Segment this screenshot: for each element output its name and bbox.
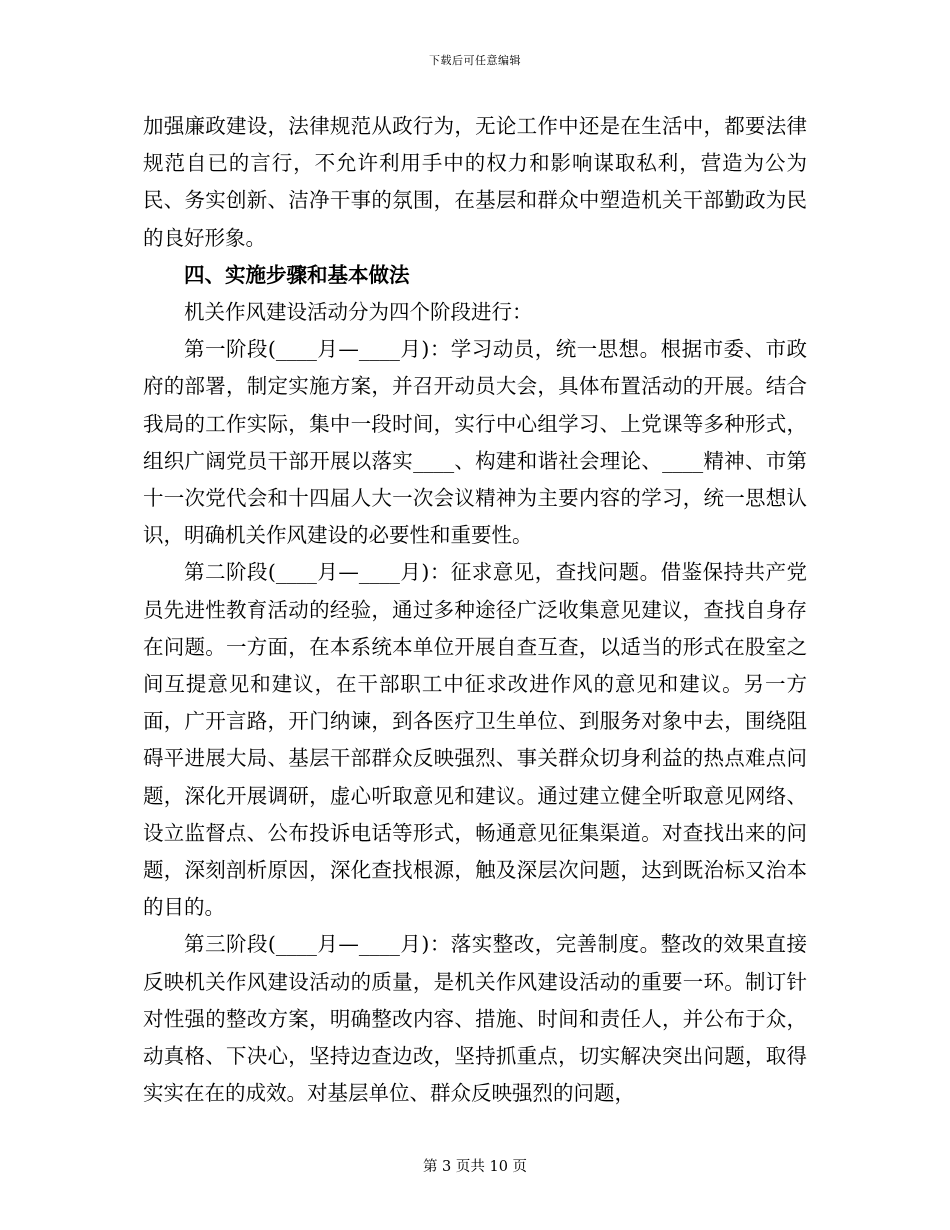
page-header: 下载后可任意编辑 [429, 54, 521, 67]
page-number: 第 3 页共 10 页 [422, 1159, 528, 1175]
paragraph-stage-two: 第二阶段(____月—____月)：征求意见，查找问题。借鉴保持共产党员先进性教育活动的经验，通过多种途径广泛收集意见建议，查找自身存在问题。一方面，在本系统本单位开展自查互查，以适当的形式在股室之间互提意见和建议，在干部职工中征求改进作风的意见和建议。另一方面，广开言路，开门纳谏，到各医疗卫生单位、到服务对象中去，围绕阻碍平进展大局、基层干部群众反映强烈、事关群众切身利益的热点难点问题，深化开展调研，虚心听取意见和建议。通过建立健全听取意见网络、设立监督点、公布投诉电话等形式，畅通意见征集渠道。对查找出来的问题，深刻剖析原因，深化查找根源，触及深层次问题，达到既治标又治本的目的。 [143, 560, 807, 920]
document-body [143, 108, 807, 1112]
paragraph-integrity: 加强廉政建设，法律规范从政行为，无论工作中还是在生活中，都要法律规范自已的言行，不允许利用手中的权力和影响谋取私利，营造为公为民、务实创新、洁净干事的氛围，在基层和群众中塑造机关干部勤政为民的良好形象。 [143, 114, 807, 250]
paragraph-stage-one: 第一阶段(____月—____月)：学习动员，统一思想。根据市委、市政府的部署，制定实施方案，并召开动员大会，具体布置活动的开展。结合我局的工作实际，集中一段时间，实行中心组学习、上党课等多种形式，组织广阔党员干部开展以落实____、构建和谐社会理论、____精神、市第十一次党代会和十四届人大一次会议精神为主要内容的学习，统一思想认识，明确机关作风建设的必要性和重要性。 [143, 337, 807, 548]
paragraph-stage-three: 第三阶段(____月—____月)：落实整改，完善制度。整改的效果直接反映机关作风建设活动的质量，是机关作风建设活动的重要一环。制订针对性强的整改方案，明确整改内容、措施、时间和责任人，并公布于众，动真格、下决心，坚持边查边改，坚持抓重点，切实解决突出问题，取得实实在在的成效。对基层单位、群众反映强烈的问题， [143, 932, 807, 1106]
paragraph-stages-intro: 机关作风建设活动分为四个阶段进行： [184, 300, 533, 325]
section-heading: 四、实施步骤和基本做法 [184, 262, 410, 287]
